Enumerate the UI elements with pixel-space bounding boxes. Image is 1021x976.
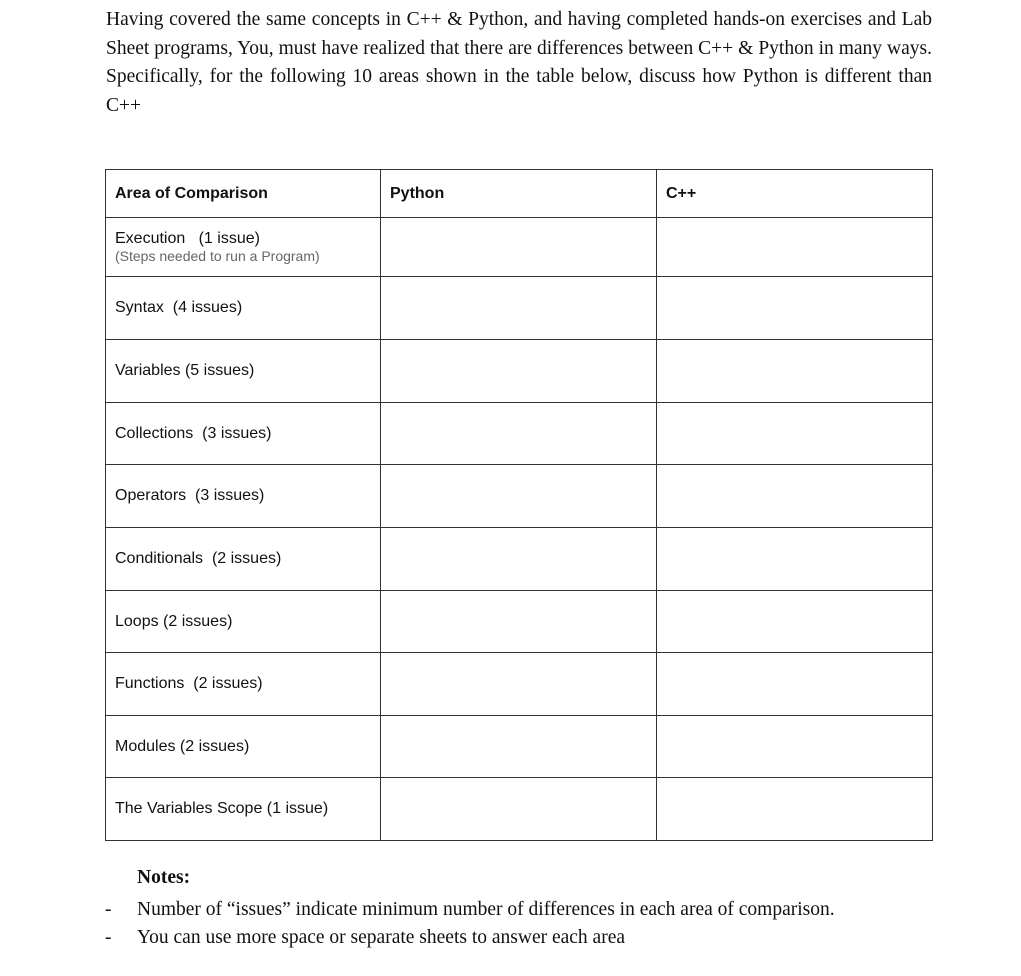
area-cell: [106, 277, 381, 340]
table-row: [106, 716, 933, 778]
area-label: Syntax (4 issues): [115, 299, 243, 316]
intro-paragraph: Having covered the same concepts in C++ & Python, and having completed hands-on exercises and Lab Sheet programs, You, must have realized that there are differences between C++ & Python in many ways. Specifically, for the following 10 areas shown in the table below, discuss how Python is different than C++: [106, 9, 932, 116]
python-cell[interactable]: [381, 277, 657, 340]
area-label: Loops (2 issues): [115, 612, 233, 630]
area-label: Conditionals (2 issues): [115, 550, 282, 567]
area-cell: [106, 778, 381, 841]
area-label: Variables (5 issues): [115, 362, 255, 379]
notes-section: [105, 864, 835, 952]
area-label: Execution (1 issue): [115, 230, 260, 247]
cpp-cell[interactable]: [657, 340, 933, 403]
area-cell: [106, 218, 381, 277]
python-cell[interactable]: [381, 716, 657, 778]
python-cell[interactable]: [381, 591, 657, 653]
table-header-row: [106, 170, 933, 218]
list-item: [105, 896, 835, 924]
cpp-cell[interactable]: [657, 465, 933, 528]
table-row: [106, 778, 933, 841]
area-label: The Variables Scope (1 issue): [115, 800, 329, 817]
cpp-cell[interactable]: [657, 277, 933, 340]
notes-list: [105, 896, 835, 952]
header-python: Python: [381, 170, 657, 218]
list-item: [105, 924, 835, 952]
area-label: Collections (3 issues): [115, 424, 272, 442]
table-row: [106, 340, 933, 403]
area-label: Functions (2 issues): [115, 675, 263, 692]
table-row: [106, 653, 933, 716]
area-cell: [106, 528, 381, 591]
area-cell: [106, 716, 381, 778]
header-cpp: C++: [657, 170, 933, 218]
note-text: Number of “issues” indicate minimum number of differences in each area of comparison.: [137, 899, 835, 920]
area-label: Modules (2 issues): [115, 737, 250, 755]
python-cell[interactable]: [381, 465, 657, 528]
area-cell: [106, 465, 381, 528]
python-cell[interactable]: [381, 218, 657, 277]
area-cell: [106, 591, 381, 653]
table-row: [106, 591, 933, 653]
area-cell: [106, 403, 381, 465]
cpp-cell[interactable]: [657, 716, 933, 778]
table-row: [106, 528, 933, 591]
bullet-dash-icon: -: [105, 899, 112, 920]
cpp-cell[interactable]: [657, 218, 933, 277]
area-cell: [106, 340, 381, 403]
python-cell[interactable]: [381, 653, 657, 716]
cpp-cell[interactable]: [657, 591, 933, 653]
cpp-cell[interactable]: [657, 528, 933, 591]
area-note: (Steps needed to run a Program): [115, 248, 320, 264]
cpp-cell[interactable]: [657, 778, 933, 841]
area-cell: [106, 653, 381, 716]
notes-title: Notes:: [137, 867, 191, 888]
table-row: [106, 218, 933, 277]
area-label: Operators (3 issues): [115, 487, 265, 504]
python-cell[interactable]: [381, 403, 657, 465]
bullet-dash-icon: -: [105, 927, 112, 948]
note-text: You can use more space or separate sheets to answer each area: [137, 927, 626, 948]
comparison-table: [105, 169, 933, 841]
header-area: Area of Comparison: [106, 170, 381, 218]
cpp-cell[interactable]: [657, 403, 933, 465]
table-row: [106, 465, 933, 528]
cpp-cell[interactable]: [657, 653, 933, 716]
table-row: [106, 277, 933, 340]
python-cell[interactable]: [381, 340, 657, 403]
table-row: [106, 403, 933, 465]
python-cell[interactable]: [381, 528, 657, 591]
python-cell[interactable]: [381, 778, 657, 841]
